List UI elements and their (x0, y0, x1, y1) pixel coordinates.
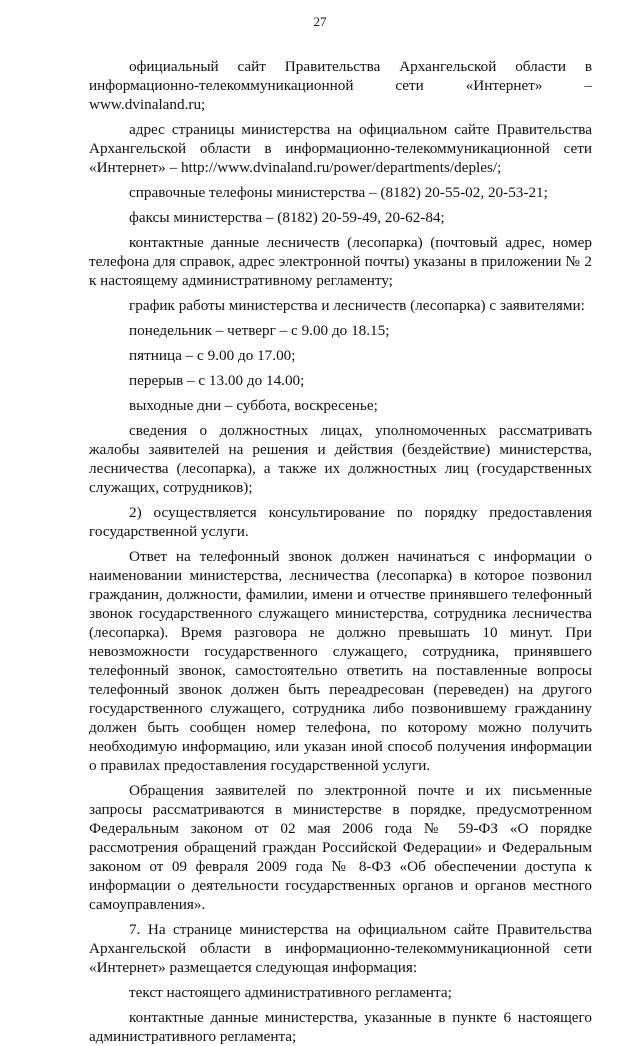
paragraph-regulation-text: текст настоящего административного регламента; (129, 984, 452, 1001)
paragraph-schedule-break: перерыв – с 13.00 до 14.00; (129, 372, 305, 389)
paragraph-fax: факсы министерства – (8182) 20-59-49, 20-62-84; (129, 209, 445, 226)
paragraph-forestry-contacts: контактные данные лесничеств (лесопарка) (почтовый адрес, номер телефона для справок, адрес электронной почты) указаны в приложении № 2 к настоящему административному регламенту; (89, 234, 592, 289)
paragraph-official-site: официальный сайт Правительства Архангельской области в информационно-телекоммуникационной сети «Интернет» – www.dvinaland.ru; (89, 58, 592, 113)
page-number: 27 (313, 14, 327, 29)
paragraph-officials-info: сведения о должностных лицах, уполномоченных рассматривать жалобы заявителей на решения и действия (бездействие) министерства, лесничества (лесопарка), а также их должностных лиц (государственных служащих, сотрудников); (89, 422, 592, 496)
paragraph-schedule-mon-thu: понедельник – четверг – с 9.00 до 18.15; (129, 322, 390, 339)
document-body (89, 57, 592, 1046)
paragraph-consulting: 2) осуществляется консультирование по порядку предоставления государственной услуги. (89, 504, 592, 540)
paragraph-ministry-page-address: адрес страницы министерства на официальном сайте Правительства Архангельской области в информационно-телекоммуникационной сети «Интернет» – http://www.dvinaland.ru/power/departments/deples/; (89, 121, 592, 176)
paragraph-schedule-weekend: выходные дни – суббота, воскресенье; (129, 397, 378, 414)
paragraph-email-requests: Обращения заявителей по электронной почте и их письменные запросы рассматриваются в министерстве в порядке, предусмотренном Федеральным законом от 02 мая 2006 года № 59-ФЗ «О порядке рассмотрения обращений граждан Российской Федерации» и Федеральным законом от 09 февраля 2009 года № 8-ФЗ «Об обеспечении доступа к информации о деятельности государственных органов и органов местного самоуправления». (89, 782, 592, 913)
paragraph-item-7: 7. На странице министерства на официальном сайте Правительства Архангельской области в информационно-телекоммуникационной сети «Интернет» размещается следующая информация: (89, 921, 592, 976)
paragraph-phone-answer-rules: Ответ на телефонный звонок должен начинаться с информации о наименовании министерства, лесничества (лесопарка) в которое позвонил гражданин, должности, фамилии, имени и отчестве принявшего телефонный звонок государственного служащего министерства, сотрудника лесничества (лесопарка). Время разговора не должно превышать 10 минут. При невозможности государственного служащего, сотрудника, принявшего телефонный звонок, самостоятельно ответить на поставленные вопросы телефонный звонок должен быть переадресован (переведен) на другого государственного служащего, сотрудника либо позвонившему гражданину должен быть сообщен номер телефона, по которому можно получить необходимую информацию, или указан иной способ получения информации о правилах предоставления государственной услуги. (89, 548, 592, 774)
paragraph-schedule-friday: пятница – с 9.00 до 17.00; (129, 347, 296, 364)
paragraph-schedule-heading: график работы министерства и лесничеств (лесопарка) с заявителями: (129, 297, 585, 314)
paragraph-ministry-contacts: контактные данные министерства, указанные в пункте 6 настоящего административного регламента; (89, 1009, 592, 1045)
paragraph-reference-phones: справочные телефоны министерства – (8182) 20-55-02, 20-53-21; (129, 184, 548, 201)
